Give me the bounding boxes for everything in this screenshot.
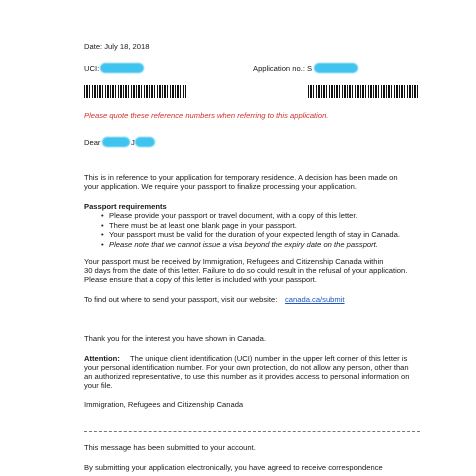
list-item: • Please provide your passport or travel document, with a copy of this letter. <box>101 211 400 221</box>
reference-notice: Please quote these reference numbers when referring to this application. <box>84 111 329 120</box>
list-item: • Please note that we cannot issue a visa beyond the expiry date on the passport. <box>101 240 400 250</box>
uci-redaction <box>100 63 144 73</box>
intro-line-2: your application. We require your passport to finalize processing your application. <box>84 182 357 191</box>
salutation: Dear <box>84 138 101 147</box>
application-barcode <box>308 85 418 98</box>
attention-line-2: your personal identification number. For your own protection, do not allow any person, other than <box>84 363 409 372</box>
receipt-line-3: Please ensure that a copy of this letter is included with your passport. <box>84 275 317 284</box>
uci-label: UCI: <box>84 64 100 73</box>
intro-line-1: This is in reference to your application for temporary residence. A decision has been made on <box>84 173 398 182</box>
thanks-text: Thank you for the interest you have shown in Canada. <box>84 334 266 343</box>
letter-date: Date: July 18, 2018 <box>84 42 150 51</box>
receipt-line-2: 30 days from the date of this letter. Failure to do so could result in the refusal of your application. <box>84 266 408 275</box>
application-number-label: Application no.: S <box>253 64 313 73</box>
uci-barcode <box>84 85 186 98</box>
website-link[interactable]: canada.ca/submit <box>285 295 345 304</box>
attention-line-3: an authorized representative, to use this number as it provides access to personal information on <box>84 372 410 381</box>
last-name-redaction <box>135 137 155 147</box>
attention-line-4: your file. <box>84 381 113 390</box>
attention-line-1: The unique client identification (UCI) number in the upper left corner of this letter is <box>130 354 408 363</box>
receipt-line-1: Your passport must be received by Immigration, Refugees and Citizenship Canada within <box>84 257 384 266</box>
divider <box>84 431 420 432</box>
application-number-redaction <box>314 63 358 73</box>
salutation-initial: J <box>131 138 135 147</box>
signature: Immigration, Refugees and Citizenship Canada <box>84 400 244 409</box>
submitted-notice: This message has been submitted to your account. <box>84 443 256 452</box>
list-item: • Your passport must be valid for the duration of your expected length of stay in Canada. <box>101 230 400 240</box>
passport-requirements-heading: Passport requirements <box>84 202 167 211</box>
first-name-redaction <box>102 137 130 147</box>
agreement-text: By submitting your application electronically, you have agreed to receive correspondence <box>84 463 383 472</box>
find-out-text: To find out where to send your passport, visit our website: <box>84 295 278 304</box>
passport-requirements-list <box>101 211 400 249</box>
list-item: • There must be at least one blank page in your passport. <box>101 221 400 231</box>
attention-label: Attention: <box>84 354 120 363</box>
